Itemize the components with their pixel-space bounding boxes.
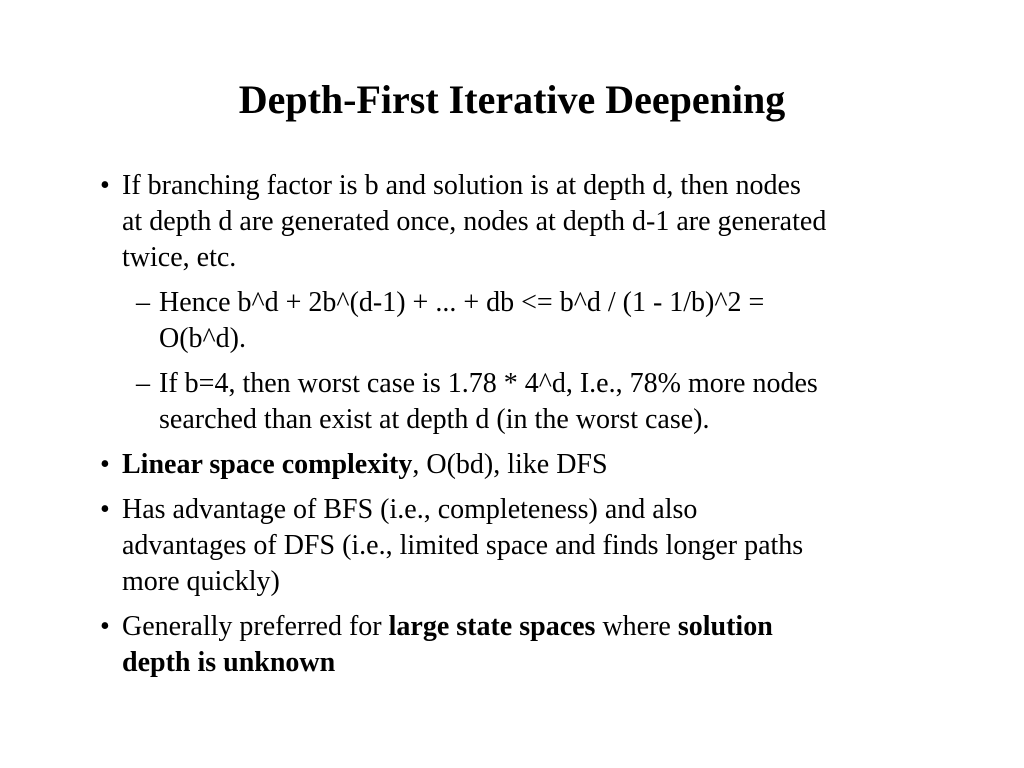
emphasis-text: large state spaces	[388, 611, 596, 642]
sub-bullet-line: searched than exist at depth d (in the worst case).	[159, 404, 710, 435]
bullet-line: If branching factor is b and solution is at depth d, then nodes	[122, 170, 801, 201]
bullet-marker: •	[100, 170, 110, 201]
bullet-line: Has advantage of BFS (i.e., completeness) and also	[122, 494, 698, 525]
emphasis-text: Linear space complexity	[122, 449, 413, 480]
bullet-marker: •	[100, 611, 110, 642]
bullet-text: , O(bd), like DFS	[412, 449, 608, 480]
emphasis-text: depth is unknown	[122, 647, 336, 678]
bullet-marker: •	[100, 449, 110, 480]
bullet-text: Generally preferred for	[122, 611, 389, 642]
bullet-marker: •	[100, 494, 110, 525]
bullet-item	[98, 168, 998, 276]
bullet-line: at depth d are generated once, nodes at depth d-1 are generated	[122, 206, 827, 237]
sub-bullet-line: O(b^d).	[159, 323, 247, 354]
bullet-line: advantages of DFS (i.e., limited space and finds longer paths	[122, 530, 804, 561]
sub-bullet-item	[136, 285, 998, 357]
bullet-text: where	[595, 611, 678, 642]
sub-bullet-line: Hence b^d + 2b^(d-1) + ... + db <= b^d / (1 - 1/b)^2 =	[159, 287, 765, 318]
slide-body	[98, 168, 998, 690]
bullet-item	[98, 447, 998, 483]
bullet-item	[98, 609, 998, 681]
sub-bullet-line: If b=4, then worst case is 1.78 * 4^d, I.e., 78% more nodes	[159, 368, 818, 399]
sub-bullet-item	[136, 366, 998, 438]
bullet-line: more quickly)	[122, 566, 280, 597]
dash-marker: –	[136, 287, 150, 318]
emphasis-text: solution	[677, 611, 773, 642]
bullet-line: twice, etc.	[122, 242, 237, 273]
slide-title: Depth-First Iterative Deepening	[238, 77, 786, 122]
bullet-item	[98, 492, 998, 600]
dash-marker: –	[136, 368, 150, 399]
